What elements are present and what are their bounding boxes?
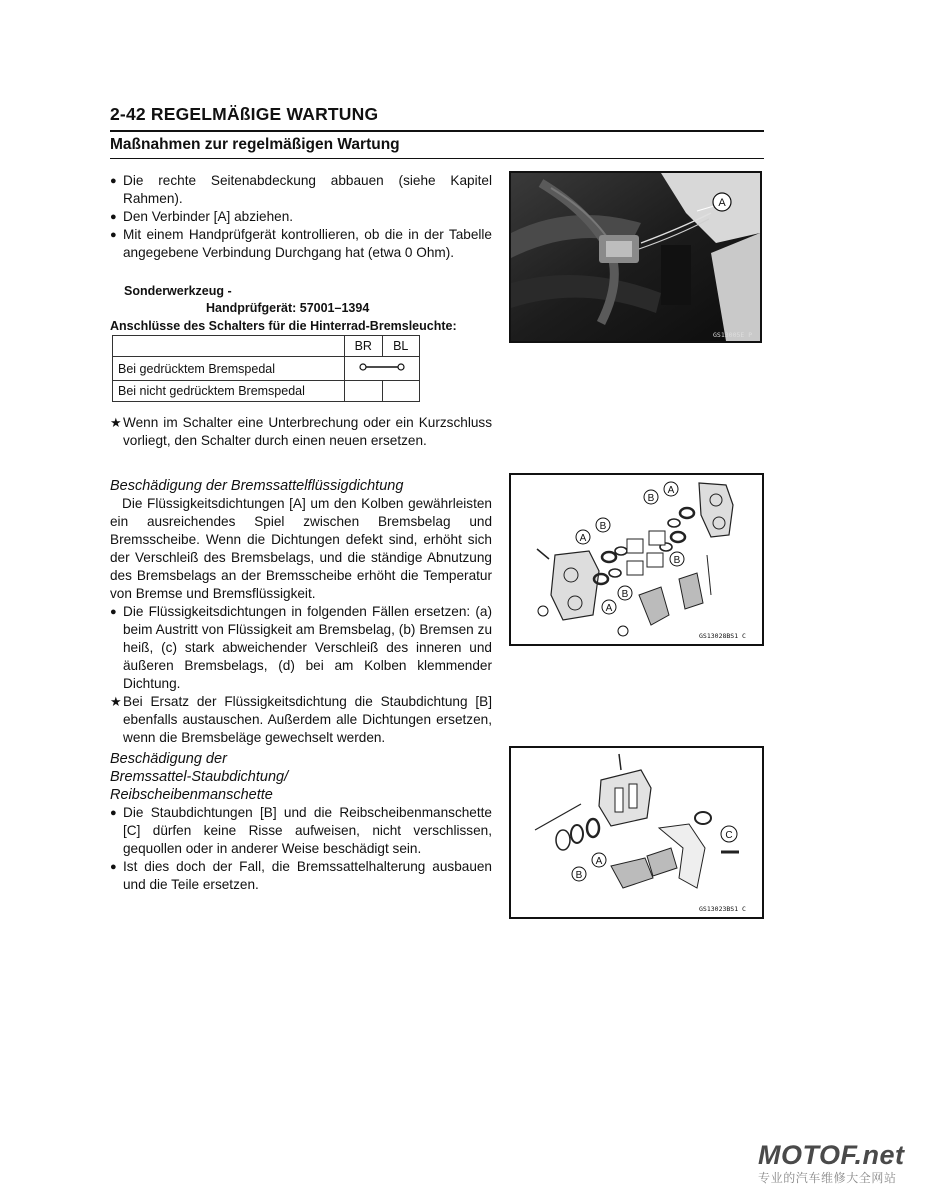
figure-code: GS13028BS1 C xyxy=(699,632,746,640)
table-row-label: Bei nicht gedrücktem Bremspedal xyxy=(113,381,345,402)
title-rule xyxy=(110,130,764,132)
figure-label: B xyxy=(647,493,655,504)
table-header-row xyxy=(113,336,420,357)
section2 xyxy=(110,477,492,747)
tool-heading: Sonderwerkzeug - xyxy=(124,284,232,298)
list-item: ● Ist dies doch der Fall, die Bremssattelhalterung ausbauen und die Teile ersetzen. xyxy=(110,859,492,892)
section1-star-note: ★ Wenn im Schalter eine Unterbrechung oder ein Kurzschluss vorliegt, den Schalter durch einen neuen ersetzen. xyxy=(110,415,492,448)
list-item: ● Den Verbinder [A] abziehen. xyxy=(110,209,294,224)
section3-heading-1: Beschädigung der xyxy=(110,751,227,767)
tool-line: Handprüfgerät: 57001–1394 xyxy=(206,301,370,315)
connection-line-icon xyxy=(345,357,419,377)
figure-label: B xyxy=(599,521,607,532)
section3-heading-2: Bremssattel-Staubdichtung/ xyxy=(110,769,289,785)
table-caption: Anschlüsse des Schalters für die Hinterrad-Bremsleuchte: xyxy=(110,319,457,333)
watermark xyxy=(758,1140,905,1186)
connector-photo-image xyxy=(511,173,760,341)
figure-label: B xyxy=(673,555,681,566)
figure-label: A xyxy=(667,485,675,496)
connector-photo xyxy=(509,171,762,343)
caliper-holder-diagram xyxy=(509,746,764,919)
table-header-bl: BL xyxy=(382,336,420,357)
section1-bullets xyxy=(110,172,492,262)
page-subtitle: Maßnahmen zur regelmäßigen Wartung xyxy=(110,136,400,153)
caliper-seal-diagram xyxy=(509,473,764,646)
section2-paragraph: Die Flüssigkeitsdichtungen [A] um den Kolben gewährleisten ein ausreichendes Spiel zwischen Bremsbelag und Bremsscheibe. Wenn die Dichtungen defekt sind, erhöht sich der Verschleiß des Bremsbelags, und die ständige Abnutzung des Bremsbelags an der Bremsscheibe erhöht die Temperatur von Bremse und Bremsflüssigkeit. xyxy=(110,496,492,601)
list-item: ★ Bei Ersatz der Flüssigkeitsdichtung die Staubdichtung [B] ebenfalls austauschen. Außerdem alle Dichtungen ersetzen, wenn die Bremsbeläge gewechselt werden. xyxy=(110,694,492,745)
connection-line-cell xyxy=(345,357,420,381)
section3 xyxy=(110,750,492,894)
section3-heading-3: Reibscheibenmanschette xyxy=(110,787,273,803)
figure-label: B xyxy=(575,870,583,881)
page-title: 2-42 REGELMÄßIGE WARTUNG xyxy=(110,104,379,124)
section2-heading: Beschädigung der Bremssattelflüssigdichtung xyxy=(110,478,404,494)
figure-label: A xyxy=(595,856,603,867)
figure-label: B xyxy=(621,589,629,600)
table-row-label: Bei gedrücktem Bremspedal xyxy=(113,357,345,381)
list-item: ● Die rechte Seitenabdeckung abbauen (siehe Kapitel Rahmen). xyxy=(110,173,492,206)
watermark-tagline: 专业的汽车维修大全网站 xyxy=(758,1171,897,1185)
list-item: ● Die Flüssigkeitsdichtungen in folgenden Fällen ersetzen: (a) beim Austritt von Flüssigkeit am Bremsbelag, (b) Bremsen zu heiß, (c) stark abweichender Verschleiß des inneren und äußeren Bremsbelags, (d) bei am Kolben klemmender Dichtung. xyxy=(110,604,492,691)
subtitle-rule xyxy=(110,158,764,159)
figure-label: A xyxy=(718,197,726,209)
caliper-holder-diagram-image xyxy=(511,748,762,917)
list-item: ● Mit einem Handprüfgerät kontrollieren, ob die in der Tabelle angegebene Verbindung Durchgang hat (etwa 0 Ohm). xyxy=(110,227,492,260)
switch-connection-table xyxy=(112,335,420,402)
table-header-br: BR xyxy=(345,336,383,357)
figure-label: C xyxy=(725,830,733,841)
figure-label: A xyxy=(579,533,587,544)
table-row xyxy=(113,357,420,381)
figure-code: GS13005E P xyxy=(713,331,753,339)
caliper-seal-diagram-image xyxy=(511,475,762,644)
watermark-brand: MOTOF.net xyxy=(758,1140,905,1170)
list-item: ● Die Staubdichtungen [B] und die Reibscheibenmanschette [C] dürfen keine Risse aufweisen, nicht verschlissen, gequollen oder in anderer Weise beschädigt sein. xyxy=(110,805,492,856)
figure-code: GS13023BS1 C xyxy=(699,905,746,913)
table-row xyxy=(113,381,420,402)
figure-label: A xyxy=(605,603,613,614)
